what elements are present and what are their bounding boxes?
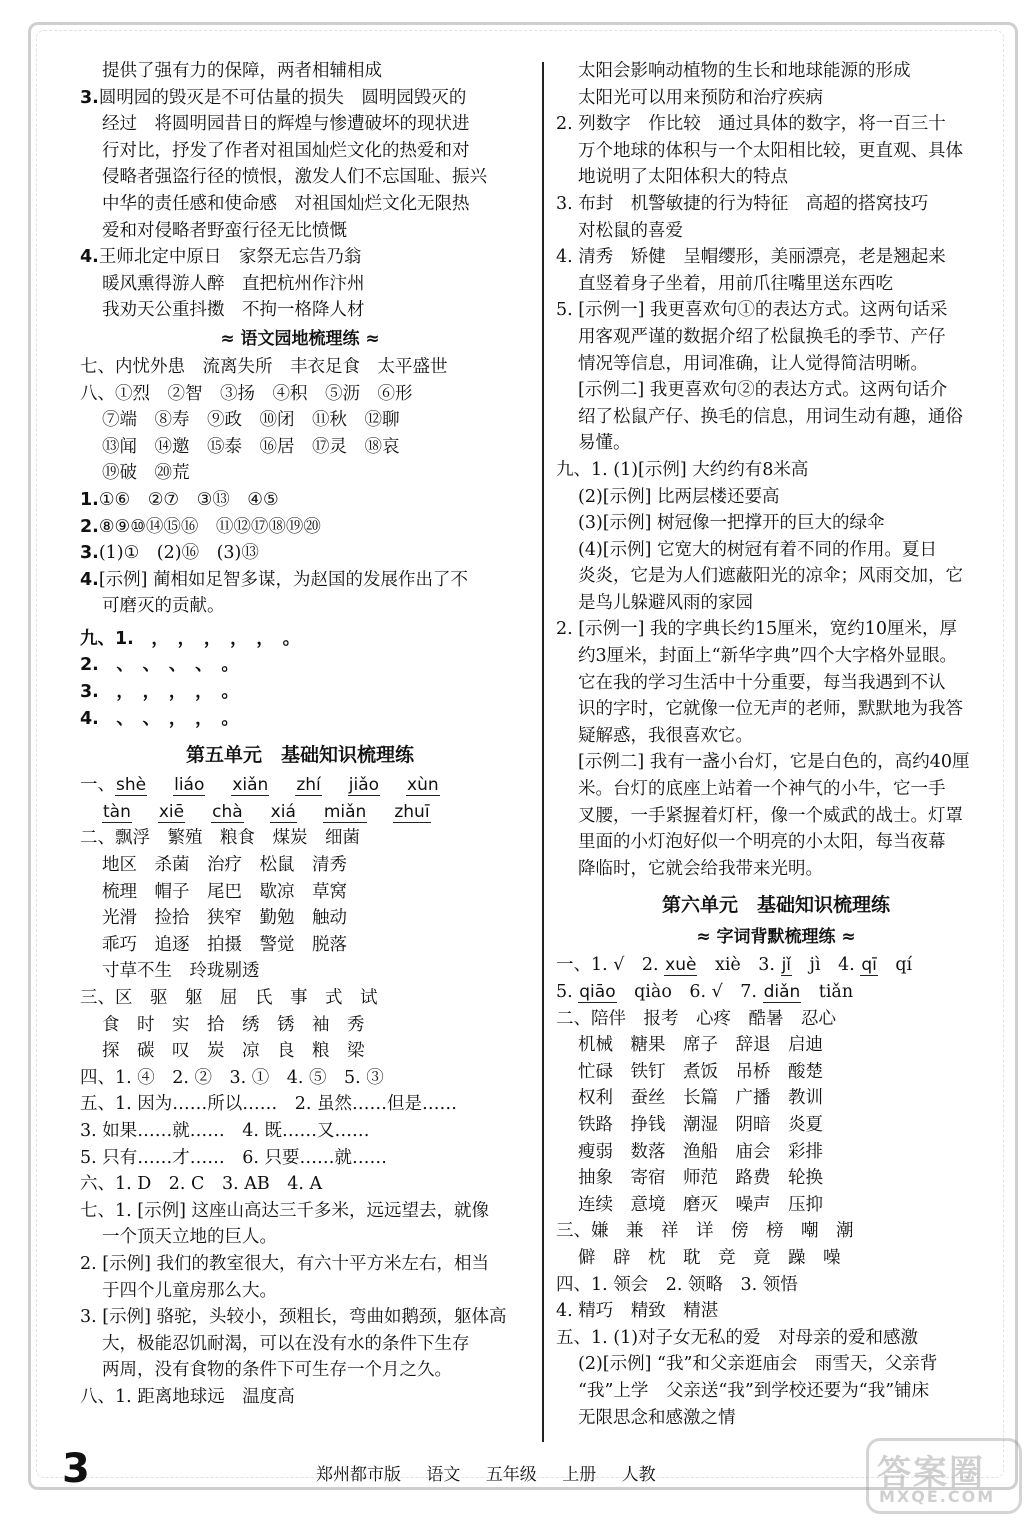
footer-subject: 语文 [426,1465,461,1485]
footer-info [316,1460,676,1485]
text-line: 提供了强有力的保障，两者相辅相成 [102,61,382,81]
text-line: 经过 将圆明园昔日的辉煌与惨遭破坏的现状进 [102,114,470,135]
watermark-logo [866,1438,1022,1514]
text-line: 对松鼠的喜爱 [578,220,683,241]
text-line: 2. [示例一] 我的字典长约15厘米，宽约10厘米，厚 [556,619,958,640]
watermark-text: 答案圈 [877,1453,985,1493]
text-line: 识的字时，它就像一位无声的老师，默默地为我答 [578,699,963,720]
text-line: ⑬闻 ⑭邀 ⑮泰 ⑯居 ⑰灵 ⑱哀 [102,436,400,457]
footer-publisher: 人教 [621,1465,656,1485]
watermark-url: MXQE.COM [879,1487,996,1506]
text-line: 七、内忧外患 流离失所 丰衣足食 太平盛世 [80,356,448,377]
text-line: (3)[示例] 树冠像一把撑开的巨大的绿伞 [578,513,885,534]
pinyin-row-1: 一、shè liáo xiǎn zhí jiǎo xùn [80,775,439,796]
answer-text: (1)① (2)⑯ (3)⑬ [98,543,259,564]
text-line: 寸草不生 玲珑剔透 [102,961,260,982]
footer-edition: 郑州都市版 [316,1465,401,1485]
text-line: 瘦弱 数落 渔船 庙会 彩排 [578,1141,823,1162]
answer-text: 王师北定中原日 家祭无忘告乃翁 [98,247,362,268]
text-line: 约3厘米，封面上“新华字典”四个大字格外显眼。 [578,646,958,667]
text-line: 四、1. ④ 2. ② 3. ① 4. ⑤ 5. ③ [80,1067,384,1088]
text-line: 八、①烈 ②智 ③扬 ④积 ⑤沥 ⑥形 [80,383,413,404]
text-line: 3. 布封 机警敏捷的行为特征 高超的搭窝技巧 [556,193,929,214]
text-line: 情况等信息，用词准确，让人觉得简洁明晰。 [578,353,928,374]
section-title: ≈ 字词背默梳理练 ≈ [696,927,856,948]
text-line: [示例二] 我有一盏小台灯，它是白色的，高约40厘 [578,752,970,773]
text-line: ⑲破 ⑳荒 [102,463,190,484]
text-line: 地区 杀菌 治疗 松鼠 清秀 [102,855,347,876]
left-column [80,58,520,1411]
unit5-title: 第五单元 基础知识梳理练 [185,744,414,767]
text-line: 4. 清秀 矫健 呈帽缨形，美丽漂亮，老是翘起来 [556,247,946,268]
answer-3 [80,85,520,112]
text-line: 叉腰，一手紧握着灯杆，像一个威武的战士。灯罩 [578,805,963,826]
text-line: 我劝天公重抖擞 不拘一格降人材 [102,300,365,321]
section-title: ≈ 语文园地梳理练 ≈ [220,328,380,349]
text-line: 无限思念和感激之情 [578,1407,736,1428]
text-line: (4)[示例] 它宽大的树冠有着不同的作用。夏日 [578,539,938,560]
text-line: 3. [示例] 骆驼，头较小，颈粗长，弯曲如鹅颈，躯体高 [80,1307,507,1328]
text-line: 两周，没有食物的条件下可生存一个月之久。 [102,1360,452,1381]
text-line: 可磨灭的贡献。 [102,596,225,617]
text-line: 2. 、 、 、 、 。 [80,655,239,676]
answer-text: ①⑥ ②⑦ ③⑬ ④⑤ [98,489,279,510]
answer-number: 3. [80,87,99,108]
text-line: 中华的责任感和使命感 对祖国灿烂文化无限热 [102,193,470,214]
text-line: 五、1. (1)对子女无私的爱 对母亲的爱和感激 [556,1327,919,1348]
text-line: 4. 、 、 ， ， 。 [80,708,239,729]
text-line: 地说明了太阳体积大的特点 [578,167,788,188]
text-line: 梳理 帽子 尾巴 歇凉 草窝 [102,881,347,902]
text-line: 三、区 驱 躯 屈 氏 事 式 试 [80,988,378,1008]
text-line: 四、1. 领会 2. 领略 3. 领悟 [556,1274,798,1295]
text-line: 4. 精巧 精致 精湛 [556,1301,719,1322]
text-line: 二、飘浮 繁殖 粮食 煤炭 细菌 [80,828,360,849]
answer-2 [80,514,520,541]
text-line: 九、1. (1)[示例] 大约约有8米高 [556,459,809,480]
answer-4b [80,567,520,594]
text-line: 炎炎，它是为人们遮蔽阳光的凉伞；风雨交加，它 [578,566,963,587]
text-line: 五、1. 因为……所以…… 2. 虽然……但是…… [80,1094,458,1115]
text-line: 行对比，抒发了作者对祖国灿烂文化的热爱和对 [102,140,470,161]
text-line: 机械 糖果 席子 辞退 启迪 [578,1035,823,1056]
answer-number: 1. [80,489,99,510]
text-line: 米。台灯的底座上站着一个神气的小牛，它一手 [578,779,946,800]
right-column [556,58,996,1431]
answer-number: 4. [80,247,99,268]
text-line: 探 碳 叹 炭 凉 良 粮 梁 [102,1041,365,1062]
text-line: 5. 只有……才…… 6. 只要……就…… [80,1147,388,1168]
text-line: 抽象 寄宿 师范 路费 轮换 [578,1168,823,1189]
text-line: 二、陪伴 报考 心疼 酷暑 忍心 [556,1008,836,1029]
text-line: 太阳会影响动植物的生长和地球能源的形成 [578,61,911,81]
text-line: 疑解惑，我很喜欢它。 [578,725,753,746]
text-line: 里面的小灯泡好似一个明亮的小太阳，每当夜幕 [578,832,946,853]
answer-number: 3. [80,543,99,564]
text-line: 万个地球的体积与一个太阳相比较，更直观、具体 [578,140,963,161]
text-line: 5. [示例一] 我更喜欢句①的表达方式。这两句话采 [556,300,948,321]
text-line: [示例二] 我更喜欢句②的表达方式。这两句话介 [578,380,948,401]
text-line: 3. 如果……就…… 4. 既……又…… [80,1120,370,1141]
text-line: 九、1. ， ， ， ， ， 。 [80,628,301,649]
text-line: 爱和对侵略者野蛮行径无比愤慨 [102,220,347,241]
text-line: (2)[示例] 比两层楼还要高 [578,486,780,507]
answer-text: 圆明园的毁灭是不可估量的损失 圆明园毁灭的 [98,87,467,108]
text-line: ⑦端 ⑧寿 ⑨政 ⑩闭 ⑪秋 ⑫聊 [102,410,400,431]
answer-number: 4. [80,569,99,590]
text-line: 僻 辟 枕 耽 竞 竟 躁 噪 [578,1247,841,1268]
answer-4 [80,244,520,271]
answer-text: [示例] 蔺相如足智多谋，为赵国的发展作出了不 [98,569,469,590]
pinyin-answer-row-2: 5. qiāo qiào 6. √ 7. diǎn tiǎn [556,982,854,1002]
text-line: 一个顶天立地的巨人。 [102,1227,277,1248]
answer-3b [80,540,520,567]
text-line: 六、1. D 2. C 3. AB 4. A [80,1174,323,1195]
answer-text: ⑧⑨⑩⑭⑮⑯ ⑪⑫⑰⑱⑲⑳ [98,516,321,537]
text-line: 乖巧 追逐 拍摄 警觉 脱落 [102,934,347,955]
text-line: 绍了松鼠产仔、换毛的信息，用词生动有趣，通俗 [578,406,963,427]
text-line: “我”上学 父亲送“我”到学校还要为“我”铺床 [578,1380,930,1401]
text-line: 2. 列数字 作比较 通过具体的数字，将一百三十 [556,114,946,135]
text-line: 权利 蚕丝 长篇 广播 教训 [578,1088,823,1109]
text-line: 是鸟儿躲避风雨的家园 [578,592,753,613]
unit6-title: 第六单元 基础知识梳理练 [661,894,890,917]
text-line: 它在我的学习生活中十分重要，每当我遇到不认 [578,672,946,693]
text-line: 3. ， ， ， ， 。 [80,682,239,703]
text-line: 直竖着身子坐着，用前爪往嘴里送东西吃 [578,273,893,294]
text-line: 2. [示例] 我们的教室很大，有六十平方米左右，相当 [80,1253,489,1274]
text-line: 用客观严谨的数据介绍了松鼠换毛的季节、产仔 [578,326,946,347]
text-line: 太阳光可以用来预防和治疗疾病 [578,87,823,108]
text-line: (2)[示例] “我”和父亲逛庙会 雨雪天，父亲背 [578,1354,938,1375]
text-line: 降临时，它就会给我带来光明。 [578,858,823,879]
footer-grade: 五年级 [485,1465,537,1485]
text-line: 忙碌 铁钉 煮饭 吊桥 酸楚 [578,1061,823,1082]
pinyin-answer-row-1: 一、1. √ 2. xuè xiè 3. jǐ jì 4. qī qí [556,955,913,976]
text-line: 食 时 实 拾 绣 锈 袖 秀 [102,1014,365,1035]
text-line: 于四个儿童房那么大。 [102,1280,277,1301]
text-line: 暖风熏得游人醉 直把杭州作汴州 [102,273,365,294]
answer-number: 2. [80,516,99,537]
text-line: 八、1. 距离地球远 温度高 [80,1386,295,1407]
answer-1 [80,487,520,514]
pinyin-row-2: tàn xiē chà xiá miǎn zhuī [103,801,430,822]
text-line: 七、1. [示例] 这座山高达三千多米，远远望去，就像 [80,1200,489,1221]
text-line: 三、嫌 兼 祥 详 傍 榜 嘲 潮 [556,1221,854,1242]
text-line: 连续 意境 磨灭 噪声 压抑 [578,1194,823,1215]
text-line: 侵略者强盗行径的愤恨，激发人们不忘国耻、振兴 [102,167,487,188]
page-number: 3 [62,1446,90,1492]
text-line: 大，极能忍饥耐渴，可以在没有水的条件下生存 [102,1333,470,1354]
text-line: 易懂。 [578,433,631,454]
footer-volume: 上册 [562,1465,597,1485]
column-divider [542,62,544,1442]
text-line: 光滑 捡拾 狭窄 勤勉 触动 [102,908,347,929]
text-line: 铁路 挣钱 潮湿 阴暗 炎夏 [578,1114,823,1135]
